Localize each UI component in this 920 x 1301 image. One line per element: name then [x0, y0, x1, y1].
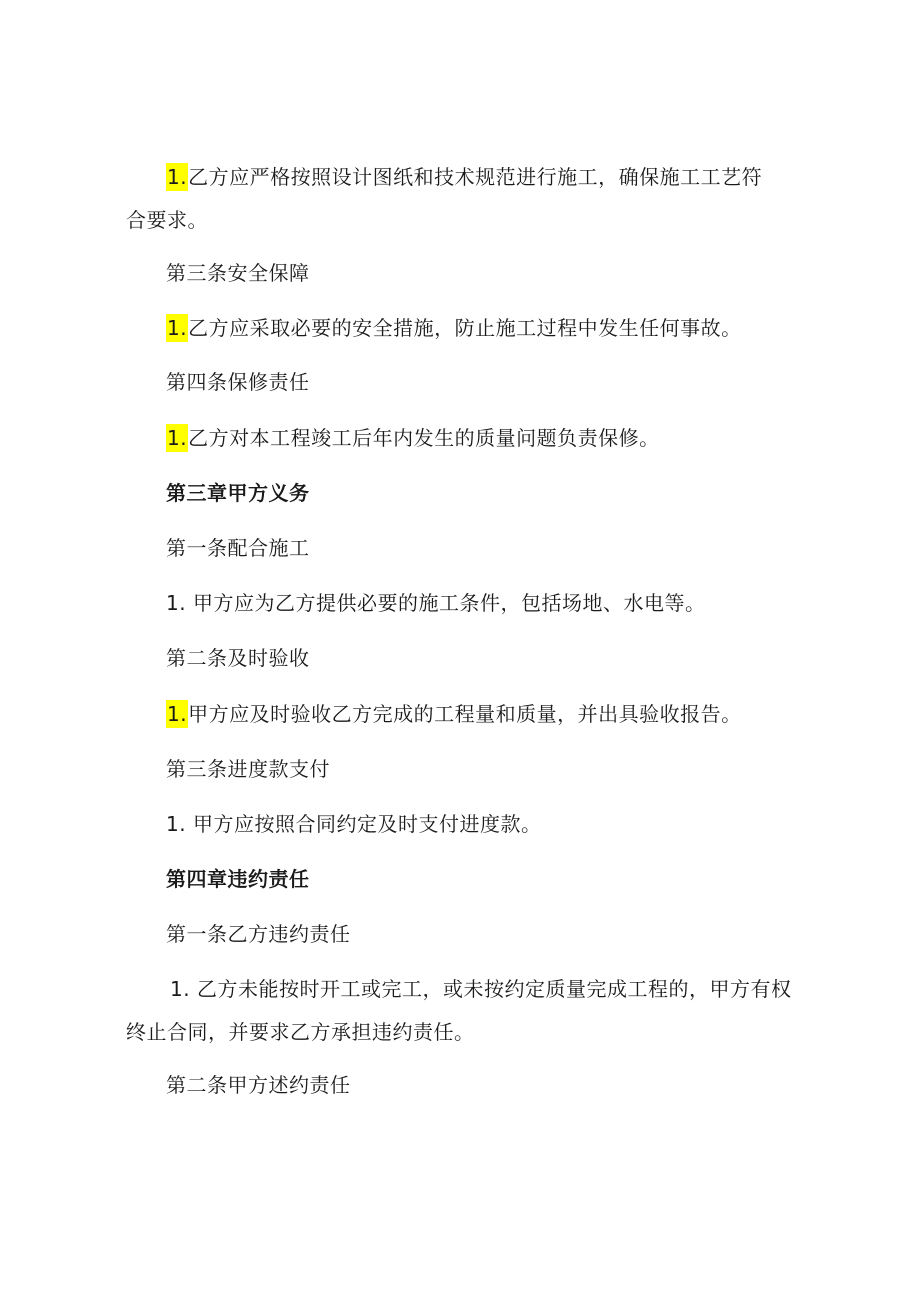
article-heading: 第四条保修责任: [166, 370, 310, 394]
list-number-highlighted: 1.: [167, 426, 188, 450]
paragraph-text: 终止合同，并要求乙方承担违约责任。: [126, 1020, 475, 1044]
list-number-highlighted: 1.: [167, 165, 188, 189]
article-heading: 第三条安全保障: [166, 261, 310, 285]
paragraph-text: 甲方应为乙方提供必要的施工条件，包括场地、水电等。: [192, 591, 706, 615]
paragraph-text: 合要求。: [126, 208, 208, 232]
article-heading: 第一条配合施工: [166, 536, 310, 560]
paragraph-text: 乙方应严格按照设计图纸和技术规范进行施工，确保施工工艺符: [188, 165, 763, 189]
paragraph-3: [166, 424, 660, 452]
paragraph-1-line-2: [126, 206, 208, 234]
list-number-highlighted: 1.: [167, 316, 188, 340]
paragraph-5: [166, 700, 742, 728]
chapter-heading: 第三章甲方义务: [166, 481, 310, 505]
list-number: 1.: [170, 977, 191, 1001]
paragraph-text: 乙方应采取必要的安全措施，防止施工过程中发生任何事故。: [188, 316, 742, 340]
list-number: 1.: [166, 591, 187, 615]
list-number: 1.: [166, 812, 187, 836]
article-heading: 第二条甲方述约责任: [166, 1073, 351, 1097]
chapter-heading: 第四章违约责任: [166, 867, 310, 891]
paragraph-text: 甲方应按照合同约定及时支付进度款。: [192, 812, 542, 836]
article-heading: 第一条乙方违约责任: [166, 922, 351, 946]
paragraph-4: [166, 589, 705, 617]
paragraph-text: 甲方应及时验收乙方完成的工程量和质量，并出具验收报告。: [188, 702, 742, 726]
paragraph-text: 乙方对本工程竣工后年内发生的质量问题负责保修。: [188, 426, 660, 450]
article-heading: 第三条进度款支付: [166, 757, 330, 781]
paragraph-7-line-2: [126, 1018, 475, 1046]
paragraph-6: [166, 810, 541, 838]
paragraph-7-line-1: [170, 975, 791, 1003]
paragraph-1-line-1: [166, 163, 762, 191]
paragraph-text: 乙方未能按时开工或完工，或未按约定质量完成工程的，甲方有权: [196, 977, 792, 1001]
paragraph-2: [166, 314, 742, 342]
article-heading: 第二条及时验收: [166, 646, 310, 670]
list-number-highlighted: 1.: [167, 702, 188, 726]
